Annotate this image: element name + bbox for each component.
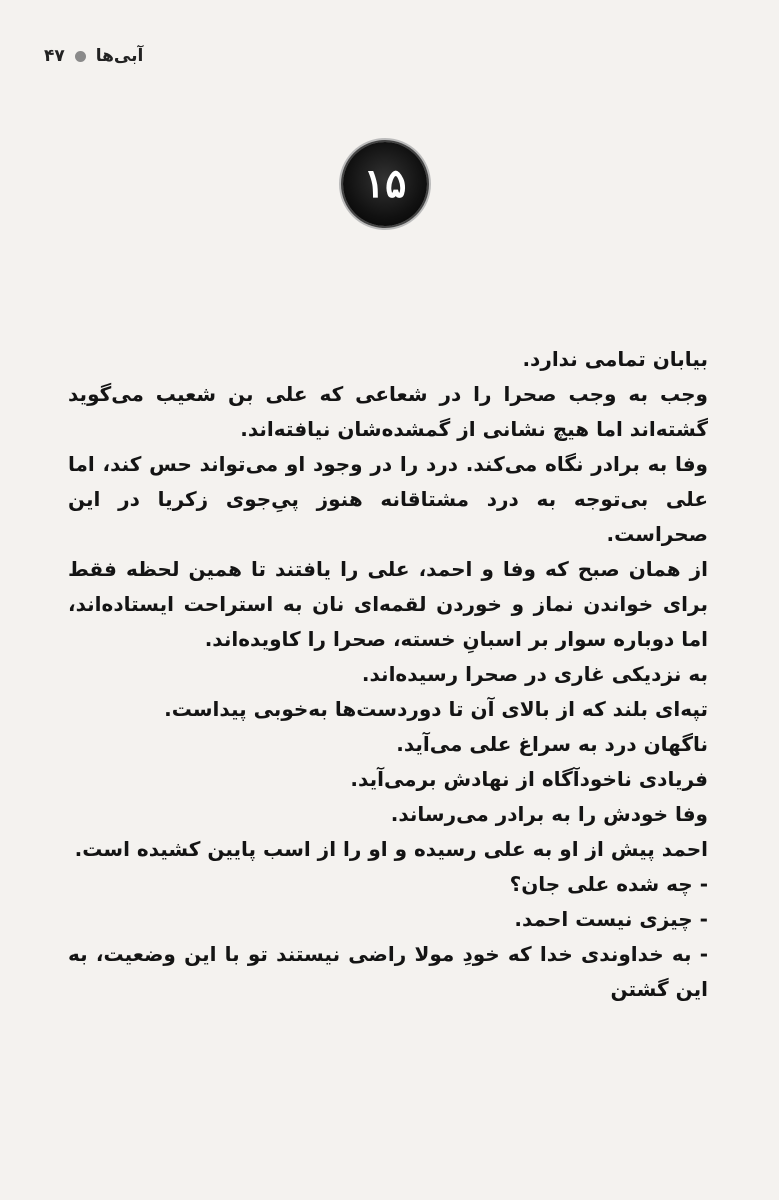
chapter-number: ۱۵ bbox=[363, 160, 407, 207]
paragraph: به نزدیکی غاری در صحرا رسیده‌اند. bbox=[361, 662, 708, 686]
paragraph: وجب به وجب صحرا را در شعاعی که علی بن شعیب می‌گوید گشته‌اند اما هیچ نشانی از گمشده‌شان نیافته‌اند. bbox=[68, 382, 708, 441]
body-text bbox=[68, 342, 708, 1007]
paragraph: فریادی ناخودآگاه از نهادش برمی‌آید. bbox=[350, 767, 708, 791]
page-number: ۴۷ bbox=[44, 46, 65, 66]
paragraph: ناگهان درد به سراغ علی می‌آید. bbox=[396, 732, 708, 756]
paragraph: تپه‌ای بلند که از بالای آن تا دوردست‌ها به‌خوبی پیداست. bbox=[164, 697, 708, 721]
running-header bbox=[44, 46, 143, 66]
paragraph: از همان صبح که وفا و احمد، علی را یافتند تا همین لحظه فقط برای خواندن نماز و خوردن لقمه‌ای نان به استراحت ایستاده‌اند، اما دوباره سوار بر اسبانِ خسته، صحرا را کاویده‌اند. bbox=[68, 557, 708, 651]
paragraph: وفا به برادر نگاه می‌کند. درد را در وجود او می‌تواند حس کند، اما علی بی‌توجه به درد مشتاقانه هنوز پیِ‌جوی زکریا در این صحراست. bbox=[68, 452, 708, 546]
dialogue-line: - به خداوندی خدا که خودِ مولا راضی نیستند تو با این وضعیت، به این گشتن bbox=[68, 942, 708, 1001]
book-title: آبی‌ها bbox=[95, 46, 144, 66]
bullet-dot-icon bbox=[75, 51, 86, 62]
paragraph: احمد پیش از او به علی رسیده و او را از اسب پایین کشیده است. bbox=[74, 837, 708, 861]
paragraph: وفا خودش را به برادر می‌رساند. bbox=[390, 802, 708, 826]
dialogue-line: - چیزی نیست احمد. bbox=[514, 907, 708, 931]
chapter-number-badge bbox=[343, 142, 427, 226]
paragraph: بیابان تمامی ندارد. bbox=[522, 347, 708, 371]
dialogue-line: - چه شده علی جان؟ bbox=[509, 872, 708, 896]
